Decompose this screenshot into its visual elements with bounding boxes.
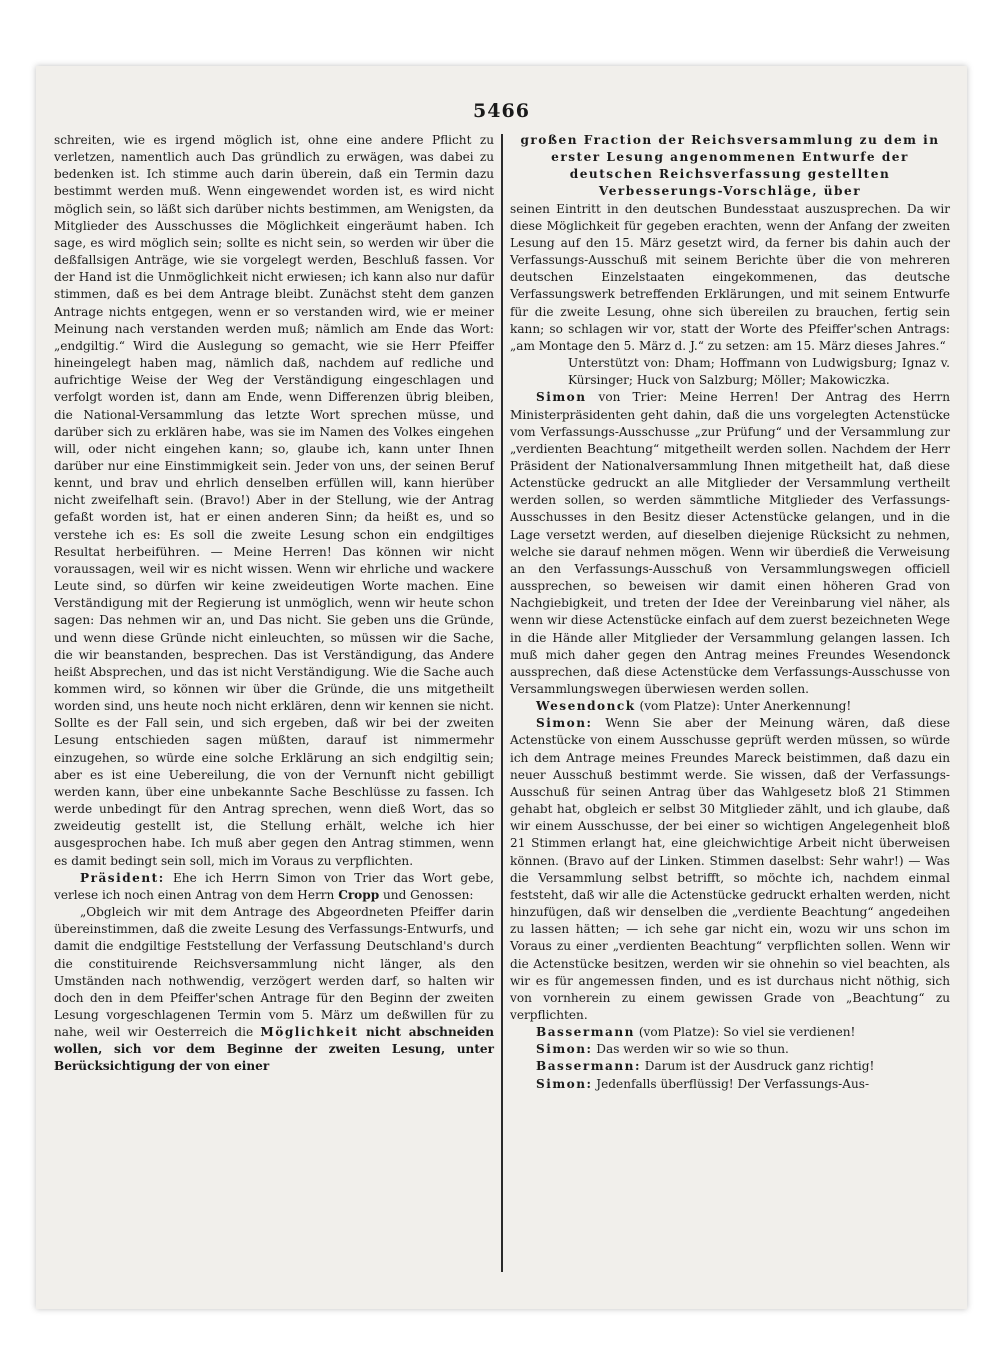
right-continued-heading: großen Fraction der Reichsversammlung zu dem in erster Lesung angenommenen Entwurfe der deutschen Reichsverfassung gestellten Verbesserungs-Vorschläge, über xyxy=(520,133,940,199)
speech-text: Darum ist der Ausdruck ganz richtig! xyxy=(640,1059,875,1074)
newspaper-page xyxy=(36,66,967,1309)
speaker-name: Simon: xyxy=(536,1042,593,1057)
left-paragraph-1: schreiten, wie es irgend möglich ist, ohne eine andere Pflicht zu verletzen, namentlich auch Das gründlich zu erwägen, was dabei zu bedenken ist. Ich stimme auch darin überein, daß ein Termin dazu bestimmt werden muß. Wenn eingewendet worden ist, es wird nicht möglich sein, so läßt sich darüber nichts bestimmen, am Wenigsten, da Mitglieder des Ausschusses die Möglichkeit eingeräumt haben. Ich sage, es wird möglich sein; sollte es nicht sein, so werden wir über die deßfallsigen Anträge, wie sie vorgelegt werden, Beschluß fassen. Vor der Hand ist die Unmöglichkeit nicht erwiesen; ich kann also nur dafür stimmen, daß es bei dem Antrage bleibt. Zunächst steht dem ganzen Antrage nichts entgegen, wenn er so verstanden wird, wie er meiner Meinung nach verstanden werden muß; nämlich am Ende das Wort: „endgiltig.“ Wird die Auslegung so gemacht, wie sie Herr Pfeiffer hineingelegt haben mag, nämlich daß, nachdem auf redliche und aufrichtige Weise der Weg der Verständigung eingeschlagen und verfolgt worden ist, dann am Ende, wenn Differenzen übrig bleiben, die National-Versammlung das letzte Wort sprechen müsse, und darüber sich zu erklären habe, was sie im Namen des Volkes eingehen will, oder nicht eingehen kann; so, glaube ich, kann unter Ihnen darüber nur eine Einstimmigkeit sein. Jeder von uns, der seinen Beruf kennt, und brav und ehrlich denselben erfüllen will, kann hierüber nicht zweifelhaft sein. (Bravo!) Aber in der Stellung, wie der Antrag gefaßt worden ist, hat er einen anderen Sinn; da heißt es, und so verstehe ich es: Es soll die zweite Lesung schon ein endgiltiges Resultat herbeiführen. — Meine Herren! Das können wir nicht voraussagen, weil wir es nicht wissen. Wenn wir ehrliche und wackere Leute sind, so dürfen wir keine zweideutigen Worte machen. Eine Verständigung mit der Regierung ist unmöglich, wenn wir heute schon sagen: Das nehmen wir an, und Das nicht. Sie geben uns die Gründe, und wenn diese Gründe nicht einleuchten, so müssen wir die Sache, die wir beanstanden, besprechen. Das ist Verständigung, das Andere heißt Absprechen, und das ist nicht Verständigung. Wie die Sache auch kommen wird, so können wir über die Gründe, die uns mitgetheilt worden sind, uns heute noch nicht erklären, denn wir kennen sie nicht. Sollte es der Fall sein, und sich ergeben, daß wir bei der zweiten Lesung entschieden sagen müßten, darauf ist nimmermehr einzugehen, so würde eine solche Erklärung an sich endgiltig sein; aber es ist eine Uebereilung, die von der Vernunft nicht gebilligt werden kann, über eine unbekannte Sache Beschlüsse zu fassen. Ich werde unbedingt für den Antrag sprechen, wenn dieß Wort, das so zweideutig gestellt ist, die Stellung erhält, welche ich hier ausgesprochen habe. Ich muß aber gegen den Antrag stimmen, wenn es damit bedingt sein soll, mich im Voraus zu verpflichten. xyxy=(54,133,494,868)
supporters-list: Unterstützt von: Dham; Hoffmann von Ludwigsburg; Ignaz v. Kürsinger; Huck von Salzburg; Möller; Makowiczka. xyxy=(568,356,950,388)
page-number: 5466 xyxy=(473,100,530,122)
left-column xyxy=(54,132,494,1076)
speaker-reference: Cropp xyxy=(338,887,380,902)
speech-text: von Trier: Meine Herren! Der Antrag des Herrn Ministerpräsidenten geht dahin, daß die uns vorgelegten Actenstücke vom Verfassungs-Ausschusse „zur Prüfung“ und der Versammlung zur „verdienten Beachtung“ mitgetheilt werden sollen. Nachdem der Herr Präsident der Nationalversammlung Ihnen mitgetheilt hat, daß diese Actenstücke gedruckt an alle Mitglieder der Versammlung vertheilt werden sollen, so werden sämmtliche Mitglieder des Verfassungs-Ausschusses in den Besitz dieser Actenstücke gelangen, und in die Lage versetzt werden, auf dieselben diejenige Rücksicht zu nehmen, welche sie darauf nehmen mögen. Wenn wir überdieß die Verweisung an den Verfassungs-Ausschuß von Versammlungswegen officiell aussprechen, so beweisen wir damit einen höheren Grad von Nachgiebigkeit, und treten der Idee der Vereinbarung viel näher, als wenn wir diese Actenstücke einfach auf dem zuerst bezeichneten Wege in die Hände aller Mitglieder der Versammlung gelangen lassen. Ich muß mich daher gegen den Antrag meines Freundes Wesendonck aussprechen, daß diese Actenstücke dem Verfassungs-Ausschusse von Versammlungswegen überwiesen werden sollen. xyxy=(510,390,950,696)
speaker-name: Bassermann: xyxy=(536,1059,641,1074)
quote-emphasis: Möglichkeit xyxy=(260,1025,359,1040)
speaker-name: Bassermann xyxy=(536,1025,635,1040)
right-speech-simon-3 xyxy=(510,1041,950,1058)
speech-text: Wenn Sie aber der Meinung wären, daß diese Actenstücke von einem Ausschusse geprüft werden müssen, so würde ich dem Antrage meines Freundes Mareck beistimmen, daß dazu ein neuer Ausschuß bestimmt werde. Sie wissen, daß der Verfassungs-Ausschuß für seinen Antrag über das Wahlgesetz bloß 21 Stimmen gehabt hat, obgleich er selbst 30 Mitglieder zählt, und ich glaube, daß wir einem Ausschusse, der bei einer so wichtigen Angelegenheit bloß 21 Stimmen erlangt hat, eine gleichwichtige Arbeit nicht überweisen können. (Bravo auf der Linken. Stimmen daselbst: Sehr wahr!) — Was die Versammlung selbst betrifft, so möchte ich, nachdem einmal feststeht, daß wir alle die Actenstücke gedruckt erhalten werden, nicht hinzufügen, daß wir denselben die „verdiente Beachtung“ angedeihen zu lassen hätten; — ich sehe gar nicht ein, wozu wir uns schon im Voraus zu einer „verdienten Beachtung“ verpflichten sollen. Wenn wir die Actenstücke besitzen, werden wir sie ohnehin so viel beachten, als wir es für angemessen finden, und es ist durchaus nicht nöthig, sich von vornherein zu einem gewissen Grade von „Beachtung“ zu verpflichten. xyxy=(510,716,950,1022)
speech-text: Das werden wir so wie so thun. xyxy=(592,1042,789,1057)
right-column xyxy=(510,132,950,1093)
right-speech-simon-2 xyxy=(510,715,950,1024)
quote-text: „Obgleich wir mit dem Antrage des Abgeordneten Pfeiffer darin übereinstimmen, daß die zweite Lesung des Verfassungs-Entwurfs, und damit die endgiltige Feststellung der Verfassung Deutschland's durch die constituirende Reichsversammlung nicht länger, als den Umständen nach nothwendig, verzögert werden darf, so halten wir doch den in dem Pfeiffer'schen Antrage für den Beginn der zweiten Lesung vorgeschlagenen Termin vom 5. März um deßwillen für zu nahe, weil wir Oesterreich die xyxy=(54,905,494,1040)
right-speech-bassermann xyxy=(510,1024,950,1041)
speech-text: Jedenfalls überflüssig! Der Verfassungs-Aus- xyxy=(592,1076,870,1091)
left-paragraph-president xyxy=(54,870,494,904)
quote-text: nicht abschneiden wollen, sich vor dem Beginne der zweiten Lesung, unter Berücksichtigung der von einer xyxy=(54,1025,495,1074)
column-divider xyxy=(501,134,503,1272)
speech-text: (vom Platze): Unter Anerkennung! xyxy=(635,699,852,714)
right-paragraph-1: seinen Eintritt in den deutschen Bundesstaat auszusprechen. Da wir diese Möglichkeit für gegeben erachten, wenn der Anfang der zweiten Lesung auf den 15. März gesetzt wird, da ferner bis dahin auch der Verfassungs-Ausschuß mit seinem Berichte über die von mehreren deutschen Einzelstaaten eingekommenen, das deutsche Verfassungswerk betreffenden Erklärungen, und mit seinem Entwurfe für die zweite Lesung, ohne sich übereilen zu brauchen, fertig sein kann; so schlagen wir vor, statt der Worte des Pfeiffer'schen Antrags: „am Montage den 5. März d. J.“ zu setzen: am 15. März dieses Jahres.“ xyxy=(510,201,950,353)
speaker-name: Wesendonck xyxy=(536,699,636,714)
speech-text: Ehe ich Herrn Simon von Trier das Wort gebe, verlese ich noch einen Antrag von dem Herrn xyxy=(54,870,494,902)
speech-text: und Genossen: xyxy=(379,887,474,902)
speaker-name: Simon: xyxy=(536,1076,593,1091)
left-quoted-motion xyxy=(54,904,494,1076)
speaker-name: Simon xyxy=(536,390,587,405)
right-speech-simon-4 xyxy=(510,1076,950,1093)
right-speech-wesendonck xyxy=(510,698,950,715)
speech-text: (vom Platze): So viel sie verdienen! xyxy=(634,1025,856,1040)
speaker-name: Präsident: xyxy=(80,870,165,885)
speaker-name: Simon: xyxy=(536,716,593,731)
right-speech-simon xyxy=(510,389,950,698)
right-speech-bassermann-2 xyxy=(510,1058,950,1075)
